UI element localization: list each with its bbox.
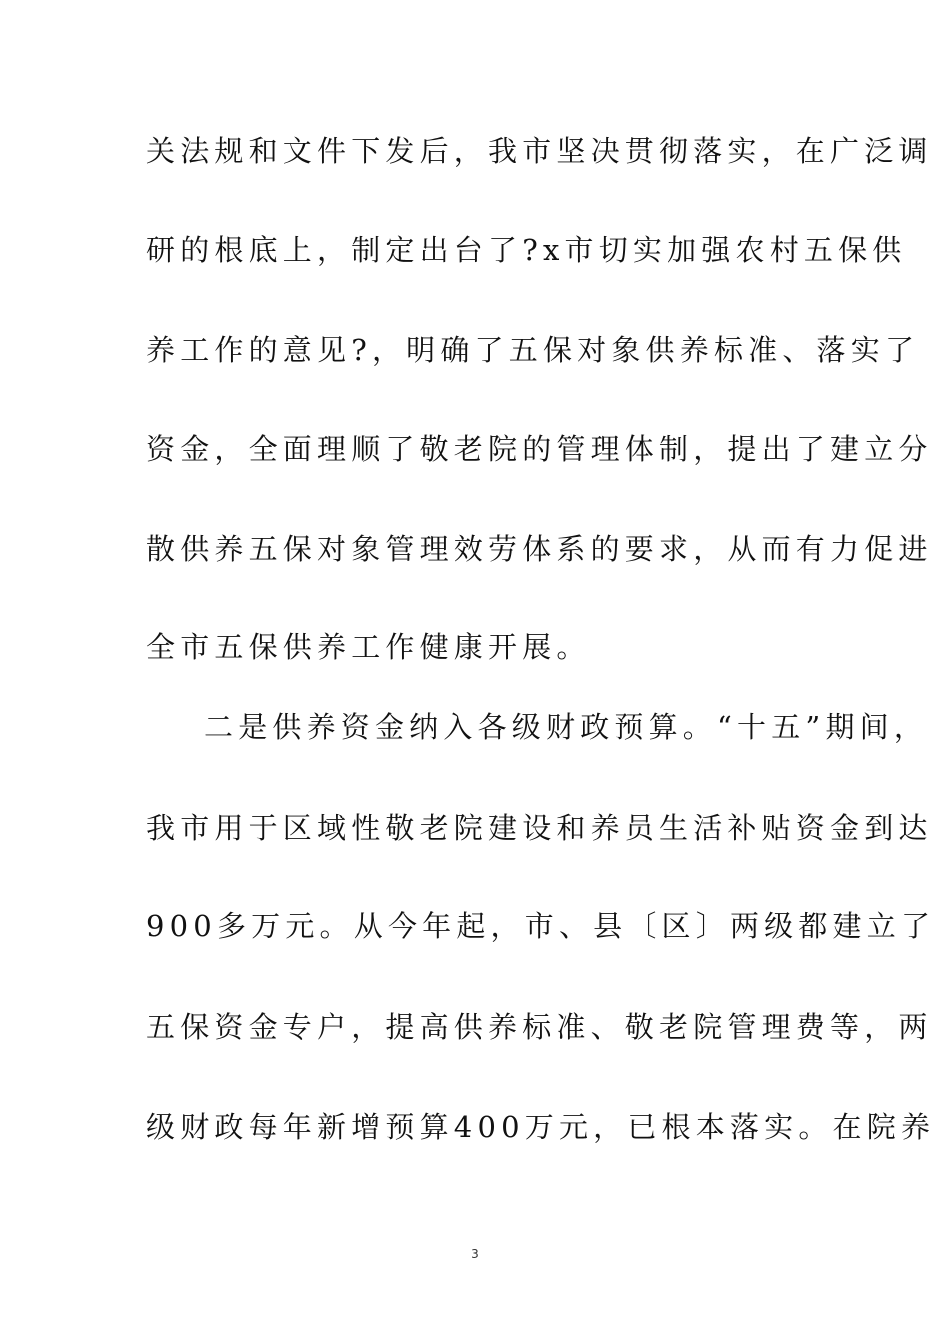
text-line-4: 资金，全面理顺了敬老院的管理体制，提出了建立分 xyxy=(146,432,933,466)
text-line-10: 五保资金专户，提高供养标准、敬老院管理费等，两 xyxy=(146,1010,933,1044)
text-line-8: 我市用于区域性敬老院建设和养员生活补贴资金到达 xyxy=(146,811,933,845)
text-line-6: 全市五保供养工作健康开展。 xyxy=(146,630,591,664)
paragraph-start-line: 二是供养资金纳入各级财政预算。“十五”期间， xyxy=(204,710,929,744)
text-line-9: 900多万元。从今年起，市、县〔区〕两级都建立了 xyxy=(146,909,936,943)
text-line-1: 关法规和文件下发后，我市坚决贯彻落实，在广泛调 xyxy=(146,134,933,168)
page-number: 3 xyxy=(471,1247,479,1261)
text-line-3: 养工作的意见?，明确了五保对象供养标准、落实了 xyxy=(146,333,920,367)
text-line-2: 研的根底上，制定出台了?x市切实加强农村五保供 xyxy=(146,233,907,267)
text-line-5: 散供养五保对象管理效劳体系的要求，从而有力促进 xyxy=(146,532,933,566)
text-line-11: 级财政每年新增预算400万元，已根本落实。在院养 xyxy=(146,1110,936,1144)
